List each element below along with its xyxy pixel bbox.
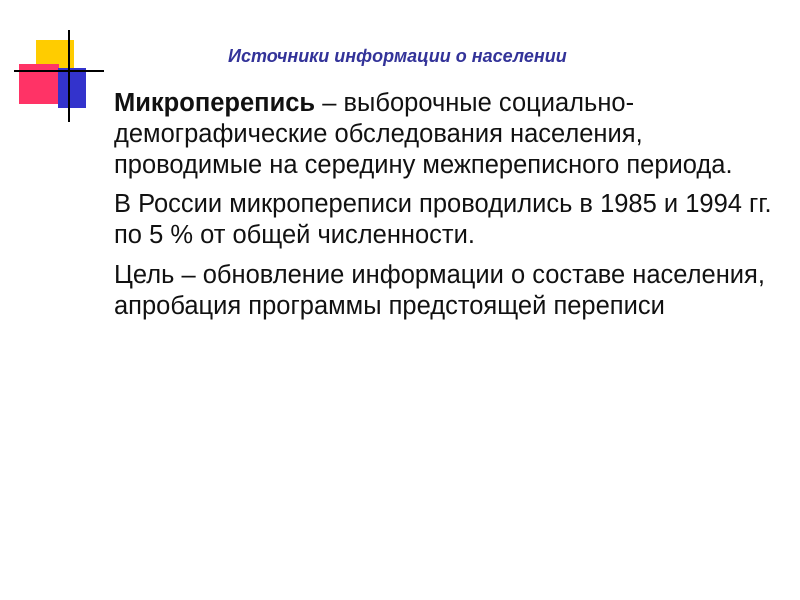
term-microcensus: Микроперепись <box>114 89 316 117</box>
paragraph-russia: В России микропереписи проводились в 1985 и 1994 гг. по 5 % от общей численности. <box>114 190 772 250</box>
logo-blue-square <box>58 68 86 108</box>
slide-title: Источники информации о населении <box>228 46 567 66</box>
decorative-logo <box>0 0 110 130</box>
logo-vertical-line <box>68 30 70 122</box>
paragraph-goal: Цель – обновление информации о составе населения, апробация программы предстоящей переписи <box>114 260 765 320</box>
logo-horizontal-line <box>14 70 104 72</box>
paragraph-definition <box>114 88 774 181</box>
definition-text: – выборочные социально-демографические обследования населения, проводимые на середину межпереписного периода. <box>114 89 733 180</box>
slide-body <box>114 88 774 330</box>
